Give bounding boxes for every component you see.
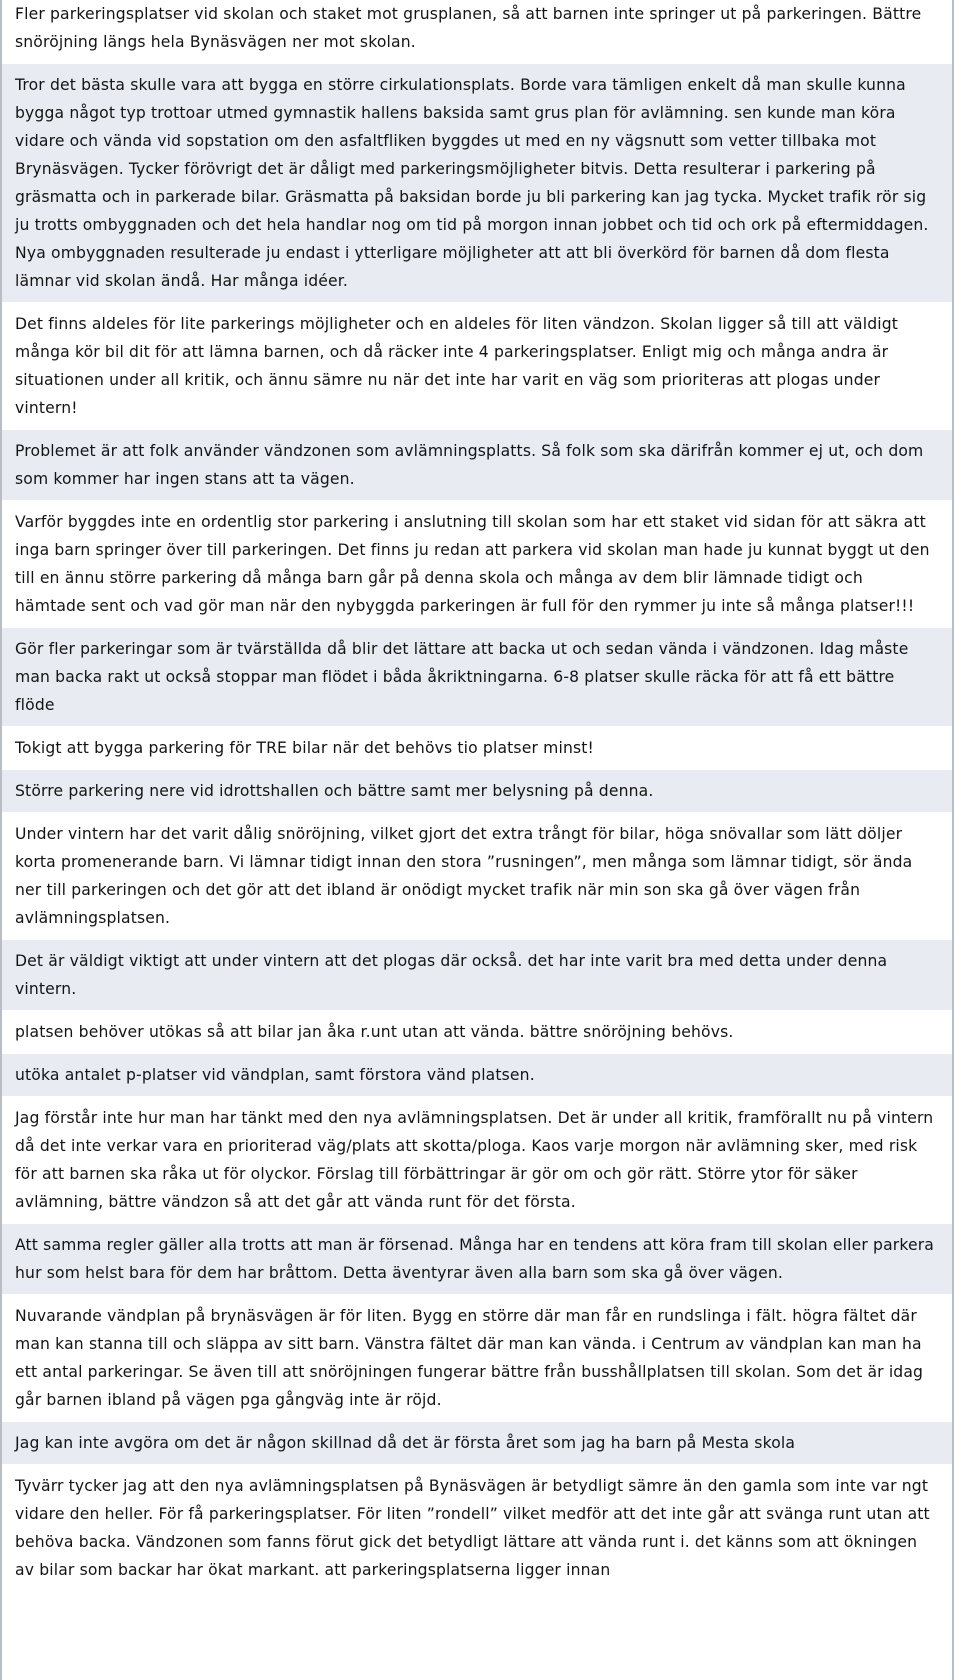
response-item: Det finns aldeles för lite parkerings möjligheter och en aldeles för liten vändzon. Skolan ligger så till att väldigt många kör bil dit för att lämna barnen, och då räcker inte 4 parkeringsplatser. Enligt mig och många andra är situationen under all kritik, och ännu sämre nu när det inte har varit en väg som prioriteras att plogas under vintern!	[2, 303, 952, 430]
response-item: utöka antalet p-platser vid vändplan, samt förstora vänd platsen.	[2, 1054, 952, 1097]
response-item: platsen behöver utökas så att bilar jan åka r.unt utan att vända. bättre snöröjning behövs.	[2, 1011, 952, 1054]
response-item: Större parkering nere vid idrottshallen och bättre samt mer belysning på denna.	[2, 770, 952, 813]
response-list	[2, 0, 952, 1591]
response-item: Gör fler parkeringar som är tvärställda då blir det lättare att backa ut och sedan vända i vändzonen. Idag måste man backa rakt ut också stoppar man flödet i båda åkriktningarna. 6-8 platser skulle räcka för att få ett bättre flöde	[2, 628, 952, 727]
response-item: Jag kan inte avgöra om det är någon skillnad då det är första året som jag ha barn på Mesta skola	[2, 1422, 952, 1465]
response-item: Nuvarande vändplan på brynäsvägen är för liten. Bygg en större där man får en rundslinga i fält. högra fältet där man kan stanna till och släppa av sitt barn. Vänstra fältet där man kan vända. i Centrum av vändplan kan man ha ett antal parkeringar. Se även till att snöröjningen fungerar bättre från busshållplatsen till skolan. Som det är idag går barnen ibland på vägen pga gångväg inte är röjd.	[2, 1295, 952, 1422]
response-item: Jag förstår inte hur man har tänkt med den nya avlämningsplatsen. Det är under all kritik, framförallt nu på vintern då det inte verkar vara en prioriterad väg/plats att skotta/ploga. Kaos varje morgon när avlämning sker, med risk för att barnen ska råka ut för olyckor. Förslag till förbättringar är gör om och gör rätt. Större ytor för säker avlämning, bättre vändzon så att det går att vända runt för det första.	[2, 1097, 952, 1224]
response-item: Varför byggdes inte en ordentlig stor parkering i anslutning till skolan som har ett staket vid sidan för att säkra att inga barn springer över till parkeringen. Det finns ju redan att parkera vid skolan man hade ju kunnat byggt ut den till en ännu större parkering då många barn går på denna skola och många av dem blir lämnade tidigt och hämtade sent och vad gör man när den nybyggda parkeringen är full för den rymmer ju inte så många platser!!!	[2, 501, 952, 628]
response-item: Problemet är att folk använder vändzonen som avlämningsplatts. Så folk som ska därifrån kommer ej ut, och dom som kommer har ingen stans att ta vägen.	[2, 430, 952, 501]
response-item: Tror det bästa skulle vara att bygga en större cirkulationsplats. Borde vara tämligen enkelt då man skulle kunna bygga något typ trottoar utmed gymnastik hallens baksida samt grus plan för avlämning. sen kunde man köra vidare och vända vid sopstation om den asfaltfliken byggdes ut med en ny vägsnutt som vetter tillbaka mot Brynäsvägen. Tycker förövrigt det är dåligt med parkeringsmöjligheter bitvis. Detta resulterar i parkering på gräsmatta och in parkerade bilar. Gräsmatta på baksidan borde ju bli parkering kan jag tycka. Mycket trafik rör sig ju trotts ombyggnaden och det hela handlar nog om tid på morgon innan jobbet och tid och ork på eftermiddagen. Nya ombyggnaden resulterade ju endast i ytterligare möjligheter att att bli överkörd för barnen då dom flesta lämnar vid skolan ändå. Har många idéer.	[2, 64, 952, 303]
response-item: Tokigt att bygga parkering för TRE bilar när det behövs tio platser minst!	[2, 727, 952, 770]
response-item: Under vintern har det varit dålig snöröjning, vilket gjort det extra trångt för bilar, höga snövallar som lätt döljer korta promenerande barn. Vi lämnar tidigt innan den stora ”rusningen”, men många som lämnar tidigt, sör ända ner till parkeringen och det gör att det ibland är onödigt mycket trafik när min son ska gå över vägen från avlämningsplatsen.	[2, 813, 952, 940]
response-item: Fler parkeringsplatser vid skolan och staket mot grusplanen, så att barnen inte springer ut på parkeringen. Bättre snöröjning längs hela Bynäsvägen ner mot skolan.	[2, 0, 952, 64]
response-item: Det är väldigt viktigt att under vintern att det plogas där också. det har inte varit bra med detta under denna vintern.	[2, 940, 952, 1011]
response-item: Att samma regler gäller alla trotts att man är försenad. Många har en tendens att köra fram till skolan eller parkera hur som helst bara för dem har bråttom. Detta äventyrar även alla barn som ska gå över vägen.	[2, 1224, 952, 1295]
response-item: Tyvärr tycker jag att den nya avlämningsplatsen på Bynäsvägen är betydligt sämre än den gamla som inte var ngt vidare den heller. För få parkeringsplatser. För liten ”rondell” vilket medför att det inte går att svänga runt utan att behöva backa. Vändzonen som fanns förut gick det betydligt lättare att vända runt i. det känns som att ökningen av bilar som backar har ökat markant. att parkeringsplatserna ligger innan	[2, 1465, 952, 1591]
